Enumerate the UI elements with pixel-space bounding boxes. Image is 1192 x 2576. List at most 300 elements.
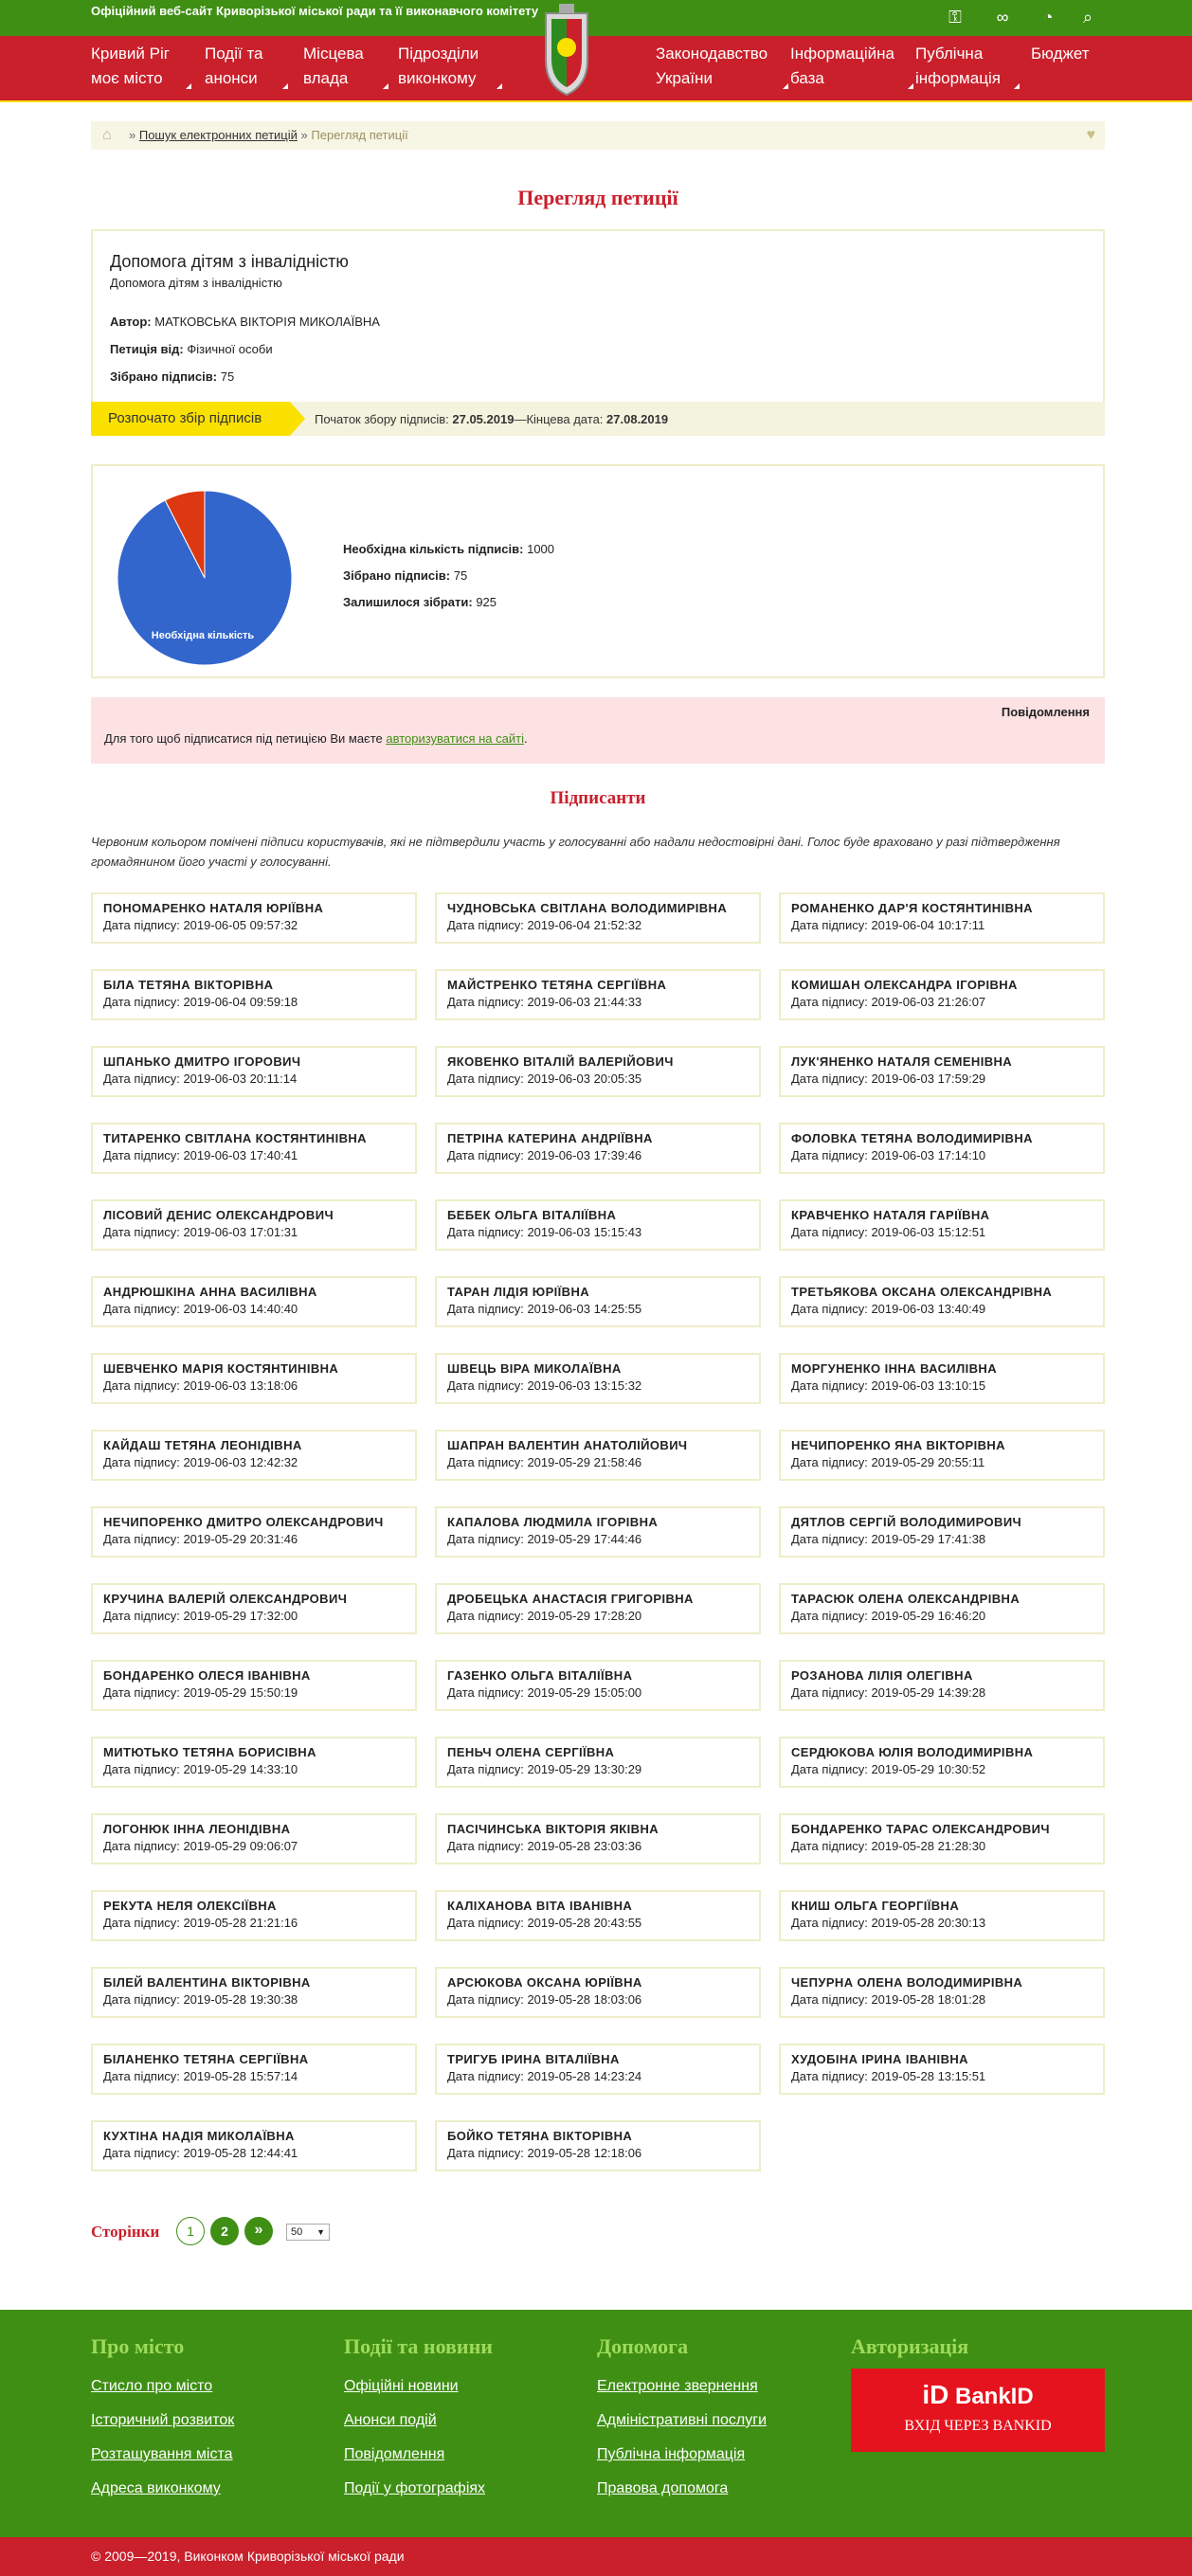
signer-date bbox=[447, 1378, 749, 1393]
signer-date-value: 2019-06-03 15:15:43 bbox=[527, 1225, 642, 1239]
signer-name: БОЙКО ТЕТЯНА ВІКТОРІВНА bbox=[447, 2129, 633, 2143]
signer-card bbox=[435, 892, 761, 944]
signer-date bbox=[447, 1532, 749, 1546]
signer-card bbox=[779, 1967, 1105, 2018]
signers-title: Підписанти bbox=[550, 788, 646, 808]
signer-date-value: 2019-05-29 17:41:38 bbox=[871, 1532, 986, 1546]
signer-name: КАЙДАШ ТЕТЯНА ЛЕОНІДІВНА bbox=[103, 1438, 302, 1452]
menu-item[interactable] bbox=[398, 42, 493, 91]
signer-date-label: Дата підпису: bbox=[447, 1532, 524, 1546]
footer-link[interactable]: Анонси подій bbox=[344, 2412, 437, 2428]
signer-date-value: 2019-05-28 12:18:06 bbox=[527, 2146, 642, 2160]
signer-date-label: Дата підпису: bbox=[103, 995, 180, 1009]
signer-card bbox=[435, 1199, 761, 1251]
signer-date-value: 2019-06-03 15:12:51 bbox=[871, 1225, 986, 1239]
signer-date bbox=[791, 1532, 1093, 1546]
signer-card bbox=[435, 1737, 761, 1788]
signer-name: АНДРЮШКІНА АННА ВАСИЛІВНА bbox=[103, 1285, 317, 1299]
page-1-button[interactable]: 1 bbox=[176, 2217, 205, 2245]
signer-date-value: 2019-05-29 13:30:29 bbox=[527, 1762, 642, 1776]
signer-name: БОНДАРЕНКО ТАРАС ОЛЕКСАНДРОВИЧ bbox=[791, 1822, 1050, 1836]
footer-link[interactable]: Історичний розвиток bbox=[91, 2412, 235, 2428]
signer-name: ТРЕТЬЯКОВА ОКСАНА ОЛЕКСАНДРІВНА bbox=[791, 1285, 1053, 1299]
from-row bbox=[110, 342, 1086, 356]
signer-date bbox=[447, 995, 749, 1009]
menu-label: Події та анонси bbox=[205, 45, 263, 87]
end-date: 27.08.2019 bbox=[606, 412, 669, 426]
dates-dash: — bbox=[514, 412, 527, 426]
signer-name: КАПАЛОВА ЛЮДМИЛА ІГОРІВНА bbox=[447, 1515, 659, 1529]
signer-card bbox=[91, 1890, 417, 1941]
signer-name: ТРИГУБ ІРИНА ВІТАЛІЇВНА bbox=[447, 2052, 620, 2066]
signer-name: ПАСІЧИНСЬКА ВІКТОРІЯ ЯКІВНА bbox=[447, 1822, 659, 1836]
signer-card bbox=[779, 1506, 1105, 1558]
signer-card bbox=[779, 1660, 1105, 1711]
footer-link[interactable]: Електронне звернення bbox=[597, 2378, 758, 2394]
stats-list bbox=[343, 536, 554, 616]
signer-date-label: Дата підпису: bbox=[447, 918, 524, 932]
collected-value: 75 bbox=[220, 369, 235, 384]
signer-name: КОМИШАН ОЛЕКСАНДРА ІГОРІВНА bbox=[791, 978, 1018, 992]
signer-date bbox=[103, 1148, 405, 1162]
required-value: 1000 bbox=[527, 542, 555, 556]
signer-date-label: Дата підпису: bbox=[447, 1378, 524, 1393]
menu-label: Законодавство України bbox=[656, 45, 768, 87]
signer-date-value: 2019-05-28 18:03:06 bbox=[527, 1992, 642, 2007]
signer-date-value: 2019-05-29 09:06:07 bbox=[183, 1839, 298, 1853]
signer-date bbox=[791, 1992, 1093, 2007]
signer-card bbox=[779, 1890, 1105, 1941]
signer-date bbox=[103, 1762, 405, 1776]
footer-link[interactable]: Адміністративні послуги bbox=[597, 2412, 767, 2428]
signer-name: ТИТАРЕНКО СВІТЛАНА КОСТЯНТИНІВНА bbox=[103, 1131, 367, 1145]
signer-name: БОНДАРЕНКО ОЛЕСЯ ІВАНІВНА bbox=[103, 1668, 311, 1683]
signer-name: ДЯТЛОВ СЕРГІЙ ВОЛОДИМИРОВИЧ bbox=[791, 1515, 1022, 1529]
signer-date-label: Дата підпису: bbox=[791, 1455, 868, 1469]
signer-name: ШЕВЧЕНКО МАРІЯ КОСТЯНТИНІВНА bbox=[103, 1361, 339, 1376]
signer-name: НЕЧИПОРЕНКО ЯНА ВІКТОРІВНА bbox=[791, 1438, 1005, 1452]
pie-chart bbox=[110, 483, 299, 673]
signer-date-value: 2019-05-28 19:30:38 bbox=[183, 1992, 298, 2007]
required-label: Необхідна кількість підписів: bbox=[343, 542, 524, 556]
per-page-select[interactable] bbox=[286, 2224, 330, 2241]
signer-date-value: 2019-06-03 20:11:14 bbox=[183, 1072, 298, 1086]
signer-card bbox=[779, 1046, 1105, 1097]
signer-card bbox=[91, 892, 417, 944]
signer-date-value: 2019-05-28 20:30:13 bbox=[871, 1916, 986, 1930]
signer-name: СЕРДЮКОВА ЮЛІЯ ВОЛОДИМИРІВНА bbox=[791, 1745, 1034, 1759]
signer-date-value: 2019-05-29 16:46:20 bbox=[871, 1609, 986, 1623]
bankid-button[interactable] bbox=[851, 2369, 1105, 2452]
signer-date bbox=[103, 2146, 405, 2160]
signer-card bbox=[91, 1506, 417, 1558]
footer-auth-title: Авторизація bbox=[851, 2334, 969, 2358]
from-value: Фізичної особи bbox=[187, 342, 273, 356]
signer-name: РОЗАНОВА ЛІЛІЯ ОЛЕГІВНА bbox=[791, 1668, 973, 1683]
signer-date-label: Дата підпису: bbox=[103, 1148, 180, 1162]
signer-date-label: Дата підпису: bbox=[103, 1302, 180, 1316]
signer-name: МИТЮТЬКО ТЕТЯНА БОРИСІВНА bbox=[103, 1745, 316, 1759]
signer-card bbox=[91, 1276, 417, 1327]
signer-name: МАЙСТРЕНКО ТЕТЯНА СЕРГІЇВНА bbox=[447, 978, 667, 992]
signers-note: Червоним кольором помічені підписи користувачів, які не підтвердили участь у голосуванні або надали недостовірні дані. Голос буде враховано у разі підтвердження громадянином його участі у голосуванні. bbox=[91, 835, 1060, 869]
menu-label: Підрозділи виконкому bbox=[398, 45, 479, 87]
signer-date-label: Дата підпису: bbox=[447, 1148, 524, 1162]
glasses-icon[interactable]: ∞ bbox=[996, 8, 1009, 27]
signer-date bbox=[791, 1609, 1093, 1623]
collected-stat-row bbox=[343, 563, 554, 589]
signer-date bbox=[447, 1609, 749, 1623]
signer-name: ПЕТРІНА КАТЕРИНА АНДРІЇВНА bbox=[447, 1131, 653, 1145]
signer-name: ЛУК'ЯНЕНКО НАТАЛЯ СЕМЕНІВНА bbox=[791, 1054, 1013, 1069]
remaining-value: 925 bbox=[476, 595, 497, 609]
message-title: Повідомлення bbox=[1001, 705, 1090, 719]
signer-name: КРУЧИНА ВАЛЕРІЙ ОЛЕКСАНДРОВИЧ bbox=[103, 1592, 348, 1606]
signer-date-value: 2019-05-29 10:30:52 bbox=[871, 1762, 986, 1776]
end-label: Кінцева дата: bbox=[526, 412, 604, 426]
signer-name: КАЛІХАНОВА ВІТА ІВАНІВНА bbox=[447, 1899, 633, 1913]
menu-item[interactable] bbox=[91, 42, 182, 91]
footer-link[interactable]: Повідомлення bbox=[344, 2446, 445, 2462]
pagination-label: Сторінки bbox=[91, 2223, 160, 2241]
signer-date-label: Дата підпису: bbox=[791, 1685, 868, 1700]
collected-stat-value: 75 bbox=[453, 568, 468, 583]
footer-link[interactable]: Стисло про місто bbox=[91, 2378, 213, 2394]
signer-date bbox=[447, 918, 749, 932]
signer-date bbox=[447, 2069, 749, 2083]
signer-card bbox=[779, 892, 1105, 944]
main-menu bbox=[0, 36, 1192, 100]
signer-card bbox=[91, 2120, 417, 2171]
menu-label: Місцева влада bbox=[303, 45, 364, 87]
signer-date-label: Дата підпису: bbox=[447, 1455, 524, 1469]
signer-card bbox=[91, 1583, 417, 1634]
signer-date-label: Дата підпису: bbox=[103, 1455, 180, 1469]
signer-card bbox=[435, 1123, 761, 1174]
signer-date-label: Дата підпису: bbox=[791, 1839, 868, 1853]
signer-date-value: 2019-05-29 17:28:20 bbox=[527, 1609, 642, 1623]
signer-name: БІЛА ТЕТЯНА ВІКТОРІВНА bbox=[103, 978, 274, 992]
footer-about-title: Про місто bbox=[91, 2334, 185, 2358]
signer-date-value: 2019-05-28 12:44:41 bbox=[183, 2146, 298, 2160]
signer-name: КНИШ ОЛЬГА ГЕОРГІЇВНА bbox=[791, 1899, 960, 1913]
pagination bbox=[91, 2217, 470, 2245]
footer-link[interactable]: Офіційні новини bbox=[344, 2378, 459, 2394]
signer-card bbox=[91, 1430, 417, 1481]
signer-card bbox=[435, 969, 761, 1020]
signer-date bbox=[103, 1609, 405, 1623]
signer-date-label: Дата підпису: bbox=[791, 1916, 868, 1930]
signer-date bbox=[447, 2146, 749, 2160]
favorite-icon[interactable]: ♥ bbox=[1086, 127, 1095, 143]
menu-item[interactable] bbox=[205, 42, 279, 91]
signer-date bbox=[791, 2069, 1093, 2083]
signer-date-value: 2019-06-03 14:25:55 bbox=[527, 1302, 642, 1316]
footer bbox=[0, 2310, 1192, 2537]
signer-date-value: 2019-05-29 20:55:11 bbox=[871, 1455, 985, 1469]
login-link[interactable]: авторизуватися на сайті bbox=[386, 731, 524, 746]
signer-card bbox=[779, 1199, 1105, 1251]
start-date: 27.05.2019 bbox=[452, 412, 515, 426]
signer-date-value: 2019-05-28 20:43:55 bbox=[527, 1916, 642, 1930]
signer-date bbox=[103, 1532, 405, 1546]
signer-date-label: Дата підпису: bbox=[447, 1916, 524, 1930]
signer-date-label: Дата підпису: bbox=[103, 1072, 180, 1086]
signer-date bbox=[791, 1455, 1093, 1469]
signer-date bbox=[791, 918, 1093, 932]
required-row bbox=[343, 536, 554, 563]
signer-date-value: 2019-06-05 09:57:32 bbox=[183, 918, 298, 932]
signer-date-value: 2019-06-03 17:59:29 bbox=[871, 1072, 986, 1086]
message-text-before: Для того щоб підписатися під петицією Ви маєте bbox=[104, 731, 387, 746]
signer-name: БІЛЕЙ ВАЛЕНТИНА ВІКТОРІВНА bbox=[103, 1975, 311, 1990]
city-crest-logo[interactable] bbox=[540, 0, 593, 102]
breadcrumb-sep: » bbox=[129, 128, 136, 142]
signer-date-value: 2019-05-29 17:44:46 bbox=[527, 1532, 642, 1546]
footer-help-title: Допомога bbox=[597, 2334, 689, 2358]
signer-date bbox=[447, 1839, 749, 1853]
signer-date bbox=[447, 1685, 749, 1700]
signer-card bbox=[435, 1506, 761, 1558]
signer-name: ШАПРАН ВАЛЕНТИН АНАТОЛІЙОВИЧ bbox=[447, 1438, 688, 1452]
collected-row bbox=[110, 369, 1086, 384]
status-badge: Розпочато збір підписів bbox=[91, 402, 290, 436]
footer-link[interactable]: Розташування міста bbox=[91, 2446, 233, 2462]
signer-date-label: Дата підпису: bbox=[103, 1378, 180, 1393]
signer-name: ХУДОБІНА ІРИНА ІВАНІВНА bbox=[791, 2052, 968, 2066]
petition-name: Допомога дітям з інвалідністю bbox=[110, 252, 349, 271]
footer-link[interactable]: Адреса виконкому bbox=[91, 2480, 221, 2496]
menu-label: Бюджет bbox=[1031, 45, 1090, 63]
signer-date-label: Дата підпису: bbox=[447, 1609, 524, 1623]
signer-card bbox=[779, 1276, 1105, 1327]
signer-date-value: 2019-06-04 21:52:32 bbox=[527, 918, 642, 932]
signer-date bbox=[791, 1072, 1093, 1086]
menu-item[interactable] bbox=[915, 42, 1010, 91]
signer-name: РОМАНЕНКО ДАР'Я КОСТЯНТИНІВНА bbox=[791, 901, 1033, 915]
menu-item[interactable] bbox=[656, 42, 779, 91]
signer-date-label: Дата підпису: bbox=[103, 2146, 180, 2160]
signer-date bbox=[103, 1302, 405, 1316]
signer-card bbox=[779, 1123, 1105, 1174]
signer-date-value: 2019-06-04 09:59:18 bbox=[183, 995, 298, 1009]
signer-date-label: Дата підпису: bbox=[447, 2146, 524, 2160]
signer-date-label: Дата підпису: bbox=[791, 1532, 868, 1546]
signer-card bbox=[91, 1660, 417, 1711]
signer-date bbox=[791, 995, 1093, 1009]
signer-name: ГАЗЕНКО ОЛЬГА ВІТАЛІЇВНА bbox=[447, 1668, 633, 1683]
signer-name: ЧУДНОВСЬКА СВІТЛАНА ВОЛОДИМИРІВНА bbox=[447, 901, 728, 915]
signer-date-value: 2019-06-03 13:15:32 bbox=[527, 1378, 642, 1393]
signer-name: ПЕНЬЧ ОЛЕНА СЕРГІЇВНА bbox=[447, 1745, 615, 1759]
signer-date-label: Дата підпису: bbox=[791, 1148, 868, 1162]
signer-name: БЕБЕК ОЛЬГА ВІТАЛІЇВНА bbox=[447, 1208, 617, 1222]
signer-date bbox=[791, 1148, 1093, 1162]
signer-date-value: 2019-06-03 14:40:40 bbox=[183, 1302, 298, 1316]
from-label: Петиція від: bbox=[110, 342, 184, 356]
signer-date bbox=[103, 1992, 405, 2007]
signer-date-value: 2019-05-29 20:31:46 bbox=[183, 1532, 298, 1546]
breadcrumb-link[interactable]: Пошук електронних петицій bbox=[138, 128, 298, 142]
signer-date bbox=[447, 1762, 749, 1776]
menu-label: Інформаційна база bbox=[790, 45, 895, 87]
breadcrumb-sep: » bbox=[300, 128, 308, 142]
signer-card bbox=[435, 1430, 761, 1481]
signer-date-label: Дата підпису: bbox=[791, 1762, 868, 1776]
signer-date bbox=[791, 1762, 1093, 1776]
pie-slice-label: Необхідна кількість bbox=[151, 630, 255, 641]
signer-date bbox=[791, 1225, 1093, 1239]
signer-date-label: Дата підпису: bbox=[447, 1072, 524, 1086]
signer-date-label: Дата підпису: bbox=[103, 1992, 180, 2007]
signer-date-value: 2019-05-28 21:28:30 bbox=[871, 1839, 986, 1853]
next-page-button[interactable]: » bbox=[244, 2217, 273, 2245]
signer-date-label: Дата підпису: bbox=[103, 1839, 180, 1853]
message-text-after: . bbox=[523, 731, 528, 746]
signer-date bbox=[791, 1685, 1093, 1700]
signer-date bbox=[447, 1072, 749, 1086]
signer-date bbox=[447, 1455, 749, 1469]
menu-item[interactable] bbox=[303, 42, 379, 91]
footer-link[interactable]: Події у фотографіях bbox=[344, 2480, 486, 2496]
home-icon[interactable]: ⌂ bbox=[102, 127, 112, 143]
signer-card bbox=[91, 969, 417, 1020]
rss-icon[interactable]: ◔ bbox=[1042, 8, 1054, 27]
signer-card bbox=[91, 1737, 417, 1788]
signer-date bbox=[103, 995, 405, 1009]
signer-date-label: Дата підпису: bbox=[791, 1072, 868, 1086]
signer-card bbox=[779, 1583, 1105, 1634]
signer-date-value: 2019-05-29 15:50:19 bbox=[183, 1685, 298, 1700]
signer-name: МОРГУНЕНКО ІННА ВАСИЛІВНА bbox=[791, 1361, 997, 1376]
signer-date-label: Дата підпису: bbox=[447, 1992, 524, 2007]
message-text bbox=[104, 731, 528, 746]
signer-date-value: 2019-06-03 17:14:10 bbox=[871, 1148, 986, 1162]
signer-date-label: Дата підпису: bbox=[447, 1685, 524, 1700]
signer-date-label: Дата підпису: bbox=[791, 995, 868, 1009]
page-title: Перегляд петиції bbox=[517, 186, 678, 209]
signer-date bbox=[791, 1916, 1093, 1930]
signer-date-value: 2019-05-28 14:23:24 bbox=[527, 2069, 642, 2083]
signer-date bbox=[791, 1302, 1093, 1316]
signer-date-value: 2019-06-03 17:40:41 bbox=[183, 1148, 298, 1162]
signer-date-value: 2019-06-03 21:44:33 bbox=[527, 995, 642, 1009]
signer-name: ЛОГОНЮК ІННА ЛЕОНІДІВНА bbox=[103, 1822, 291, 1836]
remaining-row bbox=[343, 589, 554, 616]
collected-stat-label: Зібрано підписів: bbox=[343, 568, 451, 583]
bankid-login-label: ВХІД ЧЕРЕЗ BANKID bbox=[904, 2418, 1052, 2434]
signer-card bbox=[435, 1276, 761, 1327]
signer-date-label: Дата підпису: bbox=[103, 2069, 180, 2083]
signer-date bbox=[103, 918, 405, 932]
signer-date-value: 2019-06-03 13:18:06 bbox=[183, 1378, 298, 1393]
signer-name: ДРОБЕЦЬКА АНАСТАСІЯ ГРИГОРІВНА bbox=[447, 1592, 694, 1606]
author-row bbox=[110, 315, 1086, 329]
signer-date bbox=[103, 1072, 405, 1086]
signer-name: КРАВЧЕНКО НАТАЛЯ ГАРІЇВНА bbox=[791, 1208, 990, 1222]
signer-date-label: Дата підпису: bbox=[447, 995, 524, 1009]
signer-date bbox=[103, 1916, 405, 1930]
menu-item[interactable] bbox=[1031, 42, 1097, 66]
signer-date bbox=[103, 2069, 405, 2083]
key-icon[interactable]: ⚿ bbox=[948, 8, 962, 27]
signer-date-label: Дата підпису: bbox=[791, 2069, 868, 2083]
per-page-value: 50 bbox=[291, 2226, 303, 2238]
signer-date-label: Дата підпису: bbox=[791, 1302, 868, 1316]
footer-link[interactable]: Публічна інформація bbox=[597, 2446, 746, 2462]
signer-date-value: 2019-05-28 21:21:16 bbox=[183, 1916, 298, 1930]
site-title: Офіційний веб-сайт Криворізької міської ради та її виконавчого комітету bbox=[91, 4, 539, 18]
signer-card bbox=[779, 1353, 1105, 1404]
signer-name: ТАРАН ЛІДІЯ ЮРІЇВНА bbox=[447, 1285, 590, 1299]
signer-name: ЯКОВЕНКО ВІТАЛІЙ ВАЛЕРІЙОВИЧ bbox=[447, 1054, 674, 1069]
signer-date-label: Дата підпису: bbox=[447, 2069, 524, 2083]
signer-name: ТАРАСЮК ОЛЕНА ОЛЕКСАНДРІВНА bbox=[791, 1592, 1020, 1606]
signer-date bbox=[447, 1992, 749, 2007]
signer-date-label: Дата підпису: bbox=[791, 1992, 868, 2007]
menu-label: Кривий Ріг моє місто bbox=[91, 45, 170, 87]
signer-card bbox=[91, 1123, 417, 1174]
signer-date-value: 2019-06-03 13:40:49 bbox=[871, 1302, 986, 1316]
message-box bbox=[91, 697, 1105, 764]
chevron-down-icon: ▼ bbox=[316, 2227, 325, 2237]
collected-label: Зібрано підписів: bbox=[110, 369, 218, 384]
signer-date-value: 2019-05-29 14:39:28 bbox=[871, 1685, 986, 1700]
signer-date bbox=[103, 1685, 405, 1700]
signer-card bbox=[779, 1737, 1105, 1788]
menu-item[interactable] bbox=[790, 42, 904, 91]
signer-date-label: Дата підпису: bbox=[447, 1302, 524, 1316]
signer-name: АРСЮКОВА ОКСАНА ЮРІЇВНА bbox=[447, 1975, 642, 1990]
signer-card bbox=[435, 1353, 761, 1404]
signer-date-label: Дата підпису: bbox=[791, 1609, 868, 1623]
signer-card bbox=[779, 969, 1105, 1020]
signer-date-value: 2019-05-28 13:15:51 bbox=[871, 2069, 986, 2083]
signer-date-value: 2019-05-29 21:58:46 bbox=[527, 1455, 642, 1469]
signer-date-value: 2019-05-28 15:57:14 bbox=[183, 2069, 298, 2083]
signer-card bbox=[435, 1660, 761, 1711]
signer-card bbox=[91, 1353, 417, 1404]
signer-card bbox=[779, 1813, 1105, 1864]
page-2-button[interactable]: 2 bbox=[210, 2217, 239, 2245]
signer-date bbox=[791, 1378, 1093, 1393]
top-bar bbox=[0, 0, 1192, 36]
signer-card bbox=[435, 1967, 761, 2018]
signer-date-value: 2019-06-03 17:39:46 bbox=[527, 1148, 642, 1162]
signer-card bbox=[779, 1430, 1105, 1481]
signer-date-label: Дата підпису: bbox=[103, 918, 180, 932]
signer-name: НЕЧИПОРЕНКО ДМИТРО ОЛЕКСАНДРОВИЧ bbox=[103, 1515, 384, 1529]
remaining-label: Залишилося зібрати: bbox=[343, 595, 473, 609]
author-value: МАТКОВСЬКА ВІКТОРІЯ МИКОЛАЇВНА bbox=[154, 315, 380, 329]
signer-name: ЧЕПУРНА ОЛЕНА ВОЛОДИМИРІВНА bbox=[791, 1975, 1023, 1990]
signer-date bbox=[103, 1378, 405, 1393]
signer-name: ФОЛОВКА ТЕТЯНА ВОЛОДИМИРІВНА bbox=[791, 1131, 1033, 1145]
petition-desc: Допомога дітям з інвалідністю bbox=[110, 276, 282, 290]
signer-date-value: 2019-05-29 15:05:00 bbox=[527, 1685, 642, 1700]
stats-card bbox=[91, 464, 1105, 678]
bankid-logo-text: BankID bbox=[954, 2384, 1034, 2409]
signer-name: ШПАНЬКО ДМИТРО ІГОРОВИЧ bbox=[103, 1054, 301, 1069]
signer-date bbox=[791, 1839, 1093, 1853]
signer-date-label: Дата підпису: bbox=[447, 1839, 524, 1853]
signer-card bbox=[435, 1890, 761, 1941]
signer-date-label: Дата підпису: bbox=[447, 1225, 524, 1239]
footer-link[interactable]: Правова допомога bbox=[597, 2480, 729, 2496]
signer-date-label: Дата підпису: bbox=[791, 1378, 868, 1393]
signer-name: БІЛАНЕНКО ТЕТЯНА СЕРГІЇВНА bbox=[103, 2052, 309, 2066]
search-icon[interactable]: ⌕ bbox=[1082, 8, 1093, 27]
